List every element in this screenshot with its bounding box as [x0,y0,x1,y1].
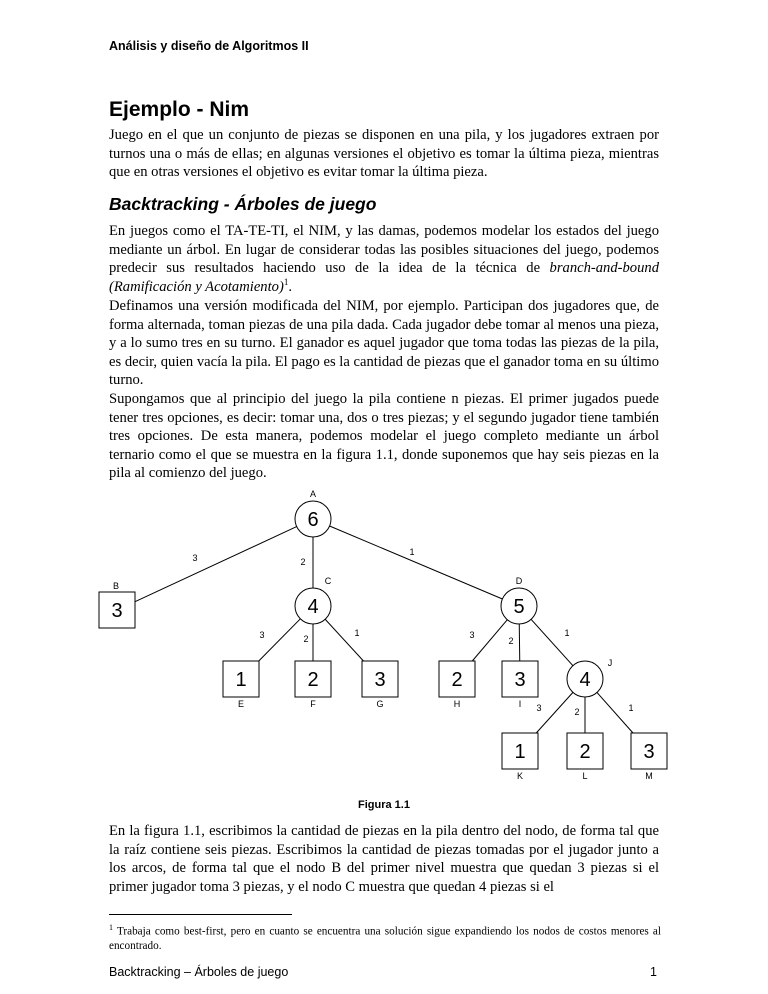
edge-label-A-D: 1 [409,547,415,557]
edge-label-C-G: 1 [354,628,360,638]
node-label-I: I [518,699,522,709]
node-label-D: D [515,576,523,586]
tree-edge-J-K [536,692,573,733]
edge-label-J-L: 2 [574,707,580,717]
intro-paragraph: Juego en el que un conjunto de piezas se disponen en una pila, y los jugadores extraen por turnos una o más de ellas; en algunas versiones el objetivo es tomar la última pieza, mientras que en otras versiones el objetivo es evitar tomar la última pieza. [109,127,659,180]
edge-label-A-B: 3 [192,553,198,563]
node-value-G: 3 [374,669,386,691]
node-label-E: E [237,699,245,709]
edge-label-A-C: 2 [300,557,306,567]
node-value-M: 3 [643,741,655,763]
paragraph-4: En la figura 1.1, escribimos la cantidad de piezas en la pila dentro del nodo, de forma tal que la raíz contiene seis piezas. Escribimos la cantidad de piezas tomadas por el jugador junto a los arcos, de forma tal que el nodo B del primer nivel muestra que quedan 3 piezas si el primer jugador toma 3 piezas, y el nodo C muestra que quedan 4 piezas si el [109,823,659,895]
node-value-E: 1 [235,669,247,691]
node-value-A: 6 [307,509,319,531]
edge-label-D-H: 3 [469,630,475,640]
footnote-number: 1 [109,923,113,932]
node-label-C: C [324,576,332,586]
node-label-J: J [607,658,613,668]
paragraph-1 [109,222,659,296]
tree-edge-C-E [259,619,301,661]
tree-edge-D-I [519,624,520,661]
node-value-F: 2 [307,669,319,691]
paragraph-1-end: . [288,278,292,295]
node-label-K: K [516,771,524,781]
node-value-K: 1 [514,741,526,763]
node-label-M: M [645,771,653,781]
edge-label-C-E: 3 [259,630,265,640]
tree-edge-A-D [330,526,503,599]
edge-label-D-I: 2 [508,636,514,646]
footnote-ref: 1 [283,276,289,287]
node-value-D: 5 [513,596,525,618]
node-label-H: H [453,699,461,709]
edge-label-J-K: 3 [536,703,542,713]
footnote-text: Trabaja como best-first, pero en cuanto se encuentra una solución sigue expandiendo los nodos de costos menores al encontrado. [109,925,661,953]
game-tree-figure [80,488,680,793]
tree-edge-D-J [531,619,573,665]
tree-edge-A-B [135,527,297,602]
tree-edge-C-G [325,619,363,661]
edge-label-C-F: 2 [303,634,309,644]
figure-caption: Figura 1.1 [358,799,410,811]
tree-edge-D-H [472,620,507,661]
footnote-divider [109,914,292,915]
footer-title: Backtracking – Árboles de juego [109,965,289,979]
node-label-B: B [112,581,120,591]
node-label-L: L [582,771,588,781]
node-value-L: 2 [579,741,591,763]
subsection-title: Backtracking - Árboles de juego [109,194,377,214]
node-value-H: 2 [451,669,463,691]
node-value-I: 3 [514,669,526,691]
edge-label-J-M: 1 [628,703,634,713]
footnote [109,921,661,954]
node-label-F: F [310,699,316,709]
node-label-A: A [309,489,317,499]
page-number: 1 [650,965,657,979]
node-value-C: 4 [307,596,319,618]
paragraph-2: Definamos una versión modificada del NIM, por ejemplo. Participan dos jugadores que, de forma alternada, toman piezas de una pila dada. Cada jugador debe tomar al menos una pieza, y a lo sumo tres en su turno. El ganador es aquel jugador que toma todas las piezas de la pila, es decir, quien vacía la pila. El pago es la cantidad de piezas que el ganador toma en su último turno. [109,298,659,388]
paragraph-1-text: En juegos como el TA-TE-TI, el NIM, y las damas, podemos modelar los estados del juego mediante un árbol. En lugar de considerar todas las posibles situaciones del juego, podemos predecir sus resultados haciendo uso de la idea de la técnica de [109,223,659,276]
edge-label-D-J: 1 [564,628,570,638]
node-value-J: 4 [579,669,591,691]
node-value-B: 3 [111,600,123,622]
paragraph-1-italic: branch-and-bound (Ramificación y Acotamiento) [109,260,659,295]
running-header: Análisis y diseño de Algoritmos II [109,39,309,53]
paragraph-3: Supongamos que al principio del juego la pila contiene n piezas. El primer jugados puede tener tres opciones, es decir: tomar una, dos o tres piezas; y el segundo jugador tiene también tres opciones. De esta manera, podemos modelar el juego completo mediante un árbol ternario como el que se muestra en la figura 1.1, donde suponemos que hay seis piezas en la pila al comienzo del juego. [109,391,659,481]
node-label-G: G [376,699,384,709]
section-title: Ejemplo - Nim [109,98,250,121]
